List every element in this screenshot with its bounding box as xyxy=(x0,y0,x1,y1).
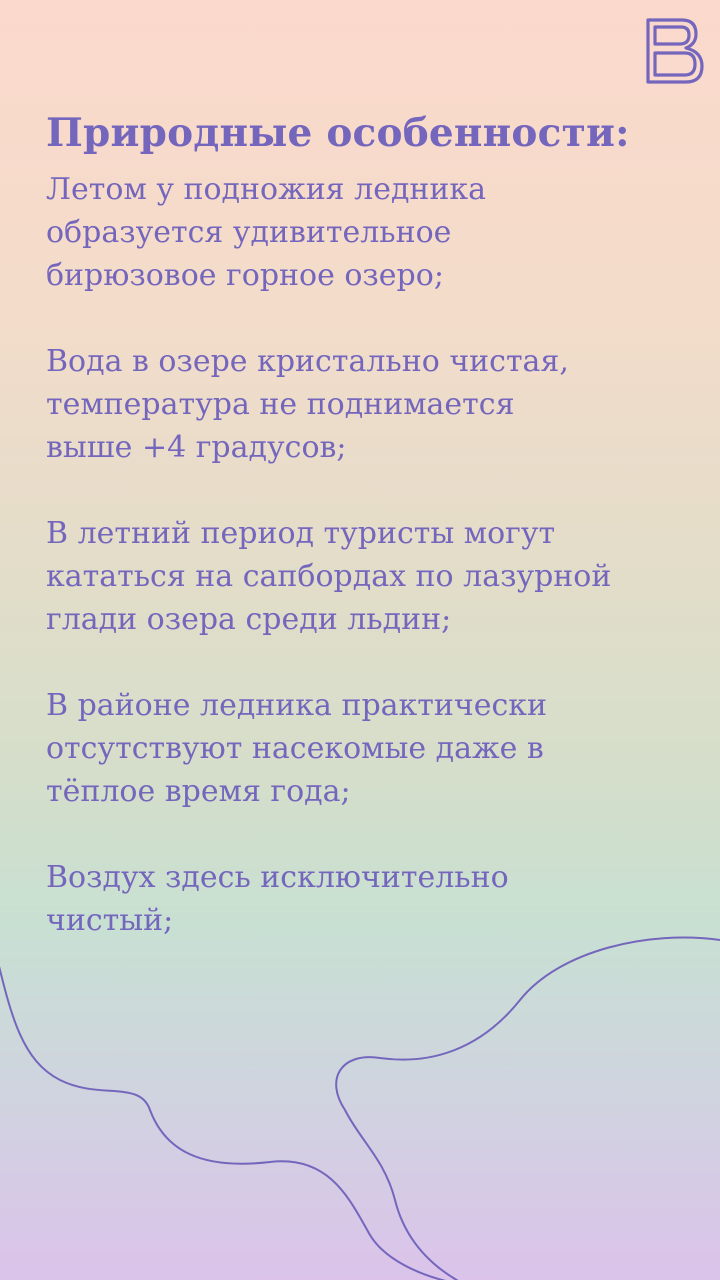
feature-paragraph: Вода в озере кристально чистая, температура не поднимается выше +4 градусов; xyxy=(46,344,569,465)
feature-paragraph: В районе ледника практически отсутствуют насекомые даже в тёплое время года; xyxy=(46,688,548,809)
decorative-wave-line xyxy=(0,900,720,1280)
feature-list xyxy=(46,168,706,985)
feature-paragraph: Летом у подножия ледника образуется удивительное бирюзовое горное озеро; xyxy=(46,172,487,293)
b-letter-logo-icon xyxy=(644,16,708,86)
page-title: Природные особенности: xyxy=(46,110,630,156)
feature-paragraph: Воздух здесь исключительно чистый; xyxy=(46,860,509,938)
feature-paragraph: В летний период туристы могут кататься на сапбордах по лазурной глади озера среди льдин; xyxy=(46,516,612,637)
